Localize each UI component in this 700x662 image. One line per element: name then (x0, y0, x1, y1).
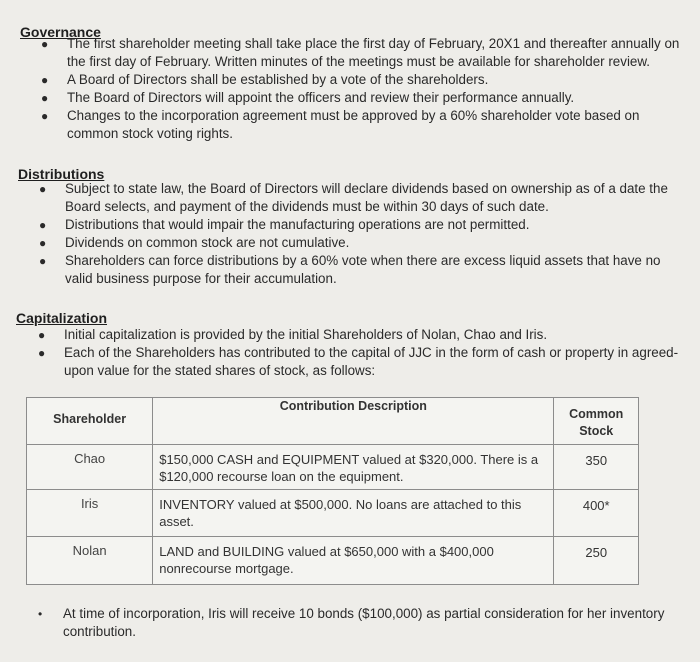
list-item: ● Initial capitalization is provided by the initial Shareholders of Nolan, Chao and Iris. (38, 327, 548, 342)
footnote: At time of incorporation, Iris will receive 10 bonds ($100,000) as partial consideration for her inventory contribution. (63, 606, 665, 639)
list-item: ● The first shareholder meeting shall take place the first day of February, 20X1 and thereafter annually on the first day of February. Written minutes of the meetings must be available for shareholder review. (41, 36, 680, 69)
table-header-row (27, 398, 639, 445)
distributions-list (39, 180, 690, 288)
bullet-icon: ● (39, 254, 47, 268)
cell-stock: 250 (554, 537, 639, 585)
list-item: ● Dividends on common stock are not cumulative. (39, 235, 350, 250)
cell-description: $150,000 CASH and EQUIPMENT valued at $320,000. There is a $120,000 recourse loan on the equipment. (153, 445, 554, 490)
governance-list (41, 35, 692, 143)
list-item: ● Subject to state law, the Board of Directors will declare dividends based on ownership as of a date the Board selects, and payment of the dividends must be within 30 days of such date. (39, 181, 668, 214)
bullet-icon: ● (38, 346, 46, 360)
governance-heading: Governance (20, 24, 101, 40)
capitalization-list (38, 326, 692, 380)
list-item: ● The Board of Directors will appoint the officers and review their performance annually. (41, 90, 575, 105)
bullet-icon: ● (38, 328, 46, 342)
bullet-icon: ● (39, 236, 47, 250)
cell-shareholder: Nolan (27, 537, 153, 585)
table-row (27, 490, 639, 537)
column-header-description: Contribution Description (153, 398, 554, 445)
bullet-icon: ● (41, 91, 49, 105)
distributions-heading: Distributions (18, 166, 105, 182)
cell-description: LAND and BUILDING valued at $650,000 with a $400,000 nonrecourse mortgage. (153, 537, 554, 585)
cell-shareholder: Iris (27, 490, 153, 537)
list-item: ● Distributions that would impair the manufacturing operations are not permitted. (39, 217, 530, 232)
list-item: ● Changes to the incorporation agreement must be approved by a 60% shareholder vote based on common stock voting rights. (41, 108, 640, 141)
contribution-table (26, 397, 639, 585)
table-row (27, 445, 639, 490)
table-row (27, 537, 639, 585)
list-item: ● Shareholders can force distributions by a 60% vote when there are excess liquid assets that have no valid business purpose for their accumulation. (39, 253, 661, 286)
cell-description: INVENTORY valued at $500,000. No loans are attached to this asset. (153, 490, 554, 537)
cell-stock: 350 (554, 445, 639, 490)
cell-shareholder: Chao (27, 445, 153, 490)
cell-stock: 400* (554, 490, 639, 537)
capitalization-heading: Capitalization (16, 310, 108, 326)
column-header-shareholder: Shareholder (27, 398, 153, 445)
bullet-icon: ● (41, 73, 49, 87)
list-item: ● A Board of Directors shall be established by a vote of the shareholders. (41, 72, 489, 87)
bullet-icon: ● (39, 182, 47, 196)
bullet-icon: • (38, 607, 43, 621)
column-header-common-stock: Common Stock (554, 398, 639, 445)
bullet-icon: ● (39, 218, 47, 232)
bullet-icon: ● (41, 37, 49, 51)
list-item: ● Each of the Shareholders has contributed to the capital of JJC in the form of cash or property in agreed-upon value for the stated shares of stock, as follows: (38, 345, 679, 378)
bullet-icon: ● (41, 109, 49, 123)
